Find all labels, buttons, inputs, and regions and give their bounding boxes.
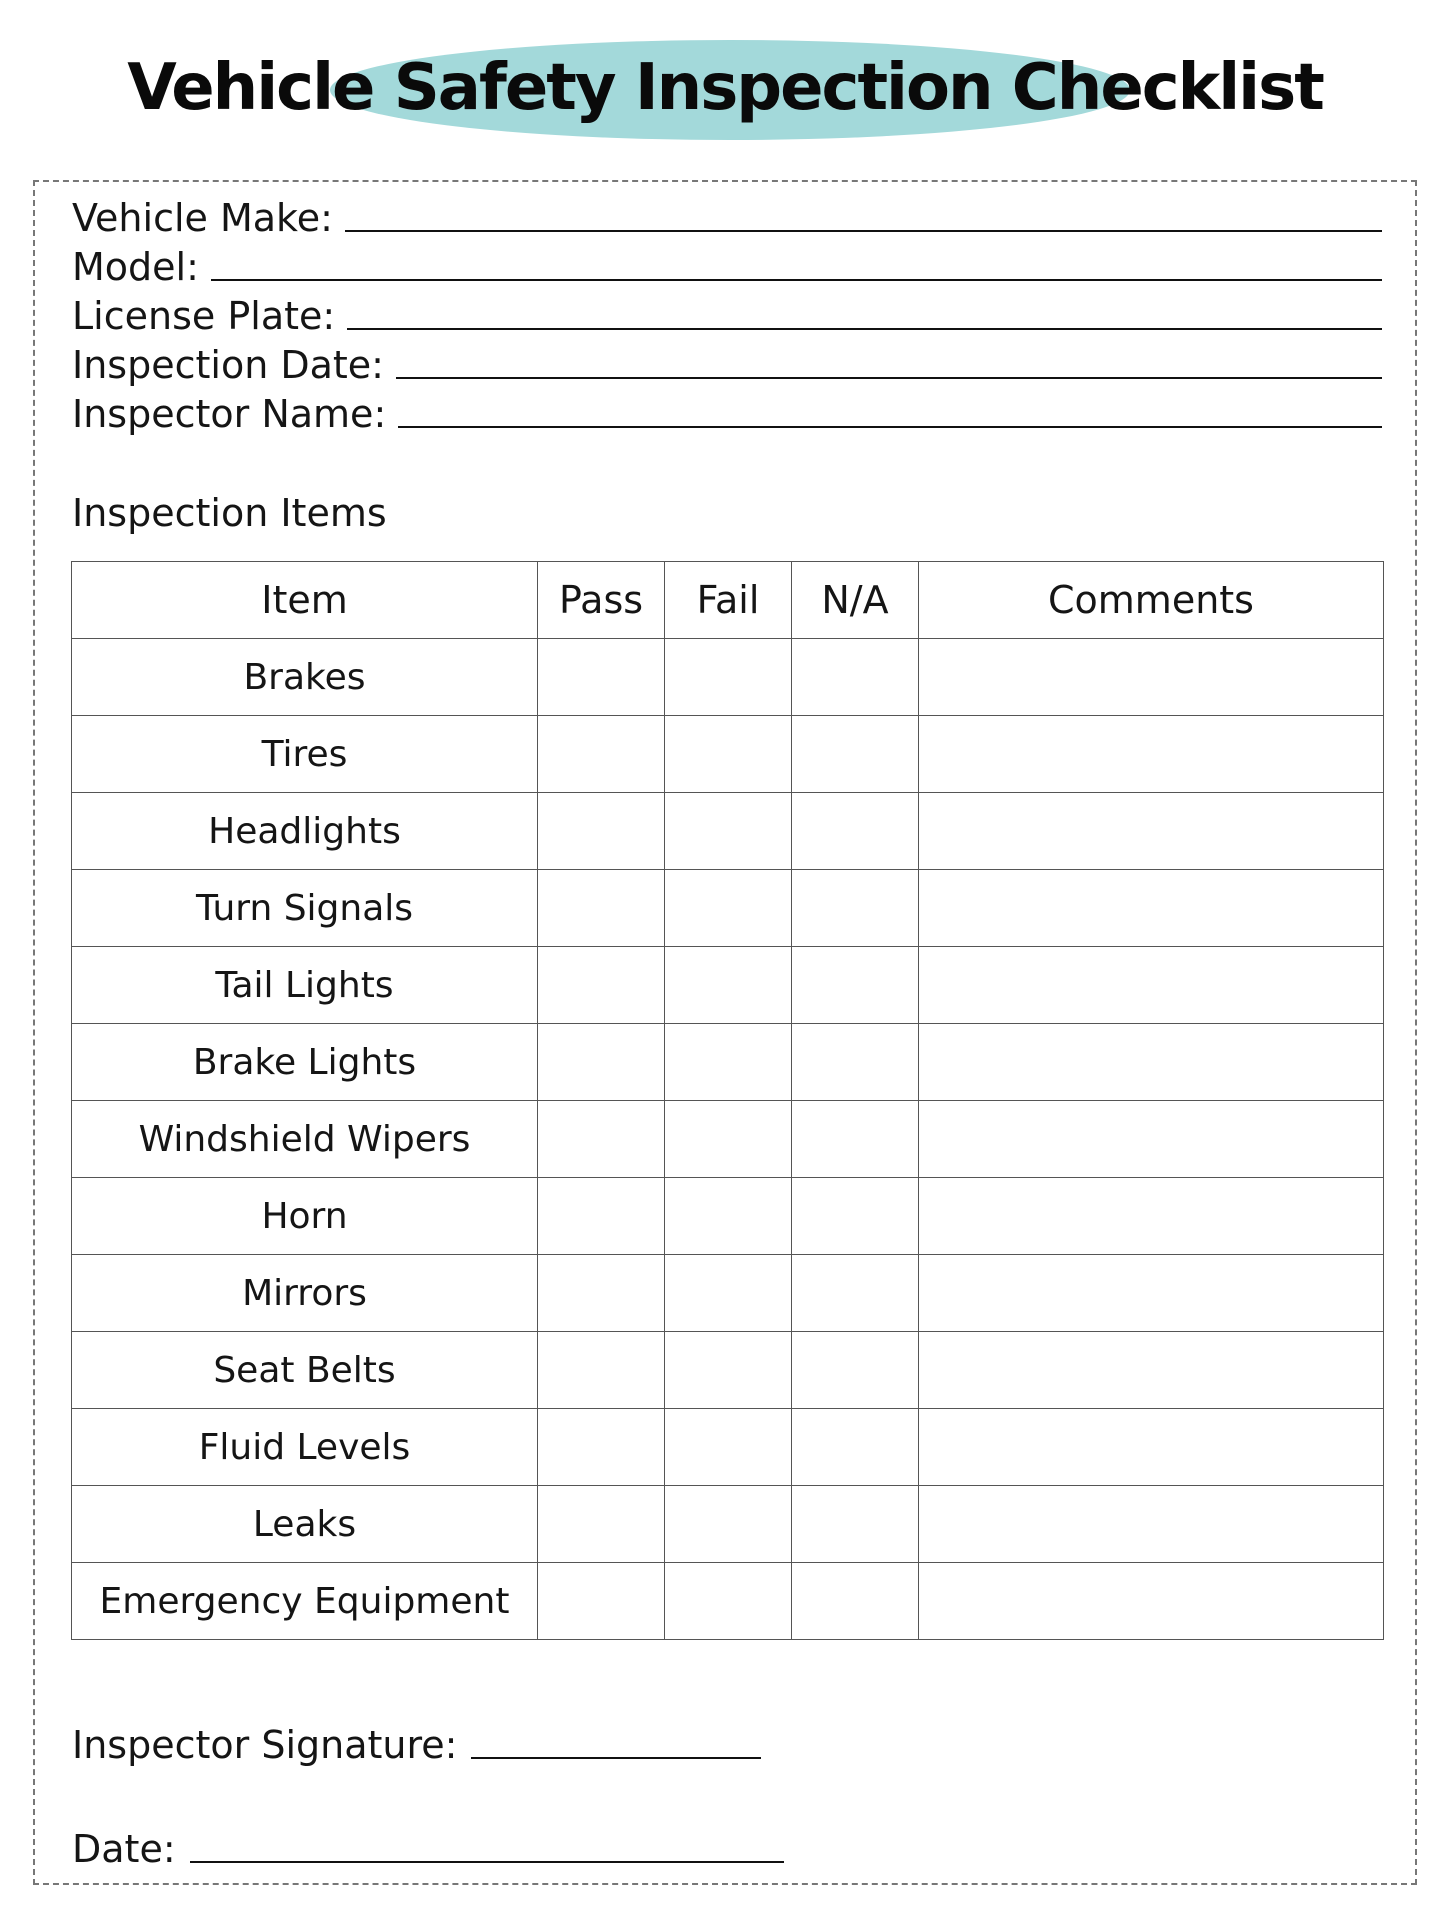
table-row (72, 1563, 1384, 1640)
na-check-cell[interactable] (792, 793, 919, 870)
column-header-item: Item (72, 562, 538, 639)
item-name-cell: Tires (72, 716, 538, 793)
na-check-cell[interactable] (792, 1024, 919, 1101)
inspection-date-field[interactable] (396, 377, 1382, 379)
signature-row (72, 1722, 761, 1768)
table-row (72, 1332, 1384, 1409)
pass-check-cell[interactable] (538, 1255, 665, 1332)
na-check-cell[interactable] (792, 870, 919, 947)
item-name-cell: Fluid Levels (72, 1409, 538, 1486)
comments-cell[interactable] (919, 1486, 1384, 1563)
pass-check-cell[interactable] (538, 1409, 665, 1486)
column-header-na: N/A (792, 562, 919, 639)
inspection-table-body (72, 639, 1384, 1640)
column-header-fail: Fail (665, 562, 792, 639)
comments-cell[interactable] (919, 639, 1384, 716)
na-check-cell[interactable] (792, 1101, 919, 1178)
table-row (72, 716, 1384, 793)
comments-cell[interactable] (919, 1332, 1384, 1409)
item-name-cell: Brake Lights (72, 1024, 538, 1101)
inspector-name-field[interactable] (398, 426, 1382, 428)
table-row (72, 639, 1384, 716)
fail-check-cell[interactable] (665, 1409, 792, 1486)
title-area (0, 30, 1450, 150)
table-row (72, 1178, 1384, 1255)
fail-check-cell[interactable] (665, 1101, 792, 1178)
na-check-cell[interactable] (792, 1332, 919, 1409)
inspection-table (71, 561, 1384, 1640)
na-check-cell[interactable] (792, 716, 919, 793)
comments-cell[interactable] (919, 1101, 1384, 1178)
license-plate-row (72, 290, 1382, 339)
page-title: Vehicle Safety Inspection Checklist (127, 51, 1323, 125)
date-field[interactable] (190, 1861, 784, 1863)
column-header-comments: Comments (919, 562, 1384, 639)
fail-check-cell[interactable] (665, 716, 792, 793)
item-name-cell: Seat Belts (72, 1332, 538, 1409)
vehicle-make-field[interactable] (345, 230, 1382, 232)
fail-check-cell[interactable] (665, 1255, 792, 1332)
vehicle-make-label: Vehicle Make: (72, 196, 333, 240)
inspection-items-heading: Inspection Items (72, 491, 387, 535)
fail-check-cell[interactable] (665, 793, 792, 870)
pass-check-cell[interactable] (538, 1024, 665, 1101)
license-plate-field[interactable] (347, 328, 1382, 330)
column-header-pass: Pass (538, 562, 665, 639)
model-row (72, 241, 1382, 290)
pass-check-cell[interactable] (538, 716, 665, 793)
pass-check-cell[interactable] (538, 947, 665, 1024)
comments-cell[interactable] (919, 793, 1384, 870)
item-name-cell: Windshield Wipers (72, 1101, 538, 1178)
comments-cell[interactable] (919, 1563, 1384, 1640)
date-row (72, 1826, 784, 1872)
fail-check-cell[interactable] (665, 1178, 792, 1255)
pass-check-cell[interactable] (538, 1332, 665, 1409)
item-name-cell: Mirrors (72, 1255, 538, 1332)
fail-check-cell[interactable] (665, 1332, 792, 1409)
comments-cell[interactable] (919, 870, 1384, 947)
pass-check-cell[interactable] (538, 870, 665, 947)
item-name-cell: Tail Lights (72, 947, 538, 1024)
pass-check-cell[interactable] (538, 793, 665, 870)
item-name-cell: Horn (72, 1178, 538, 1255)
table-row (72, 1024, 1384, 1101)
license-plate-label: License Plate: (72, 294, 336, 338)
na-check-cell[interactable] (792, 639, 919, 716)
item-name-cell: Emergency Equipment (72, 1563, 538, 1640)
table-row (72, 1486, 1384, 1563)
date-label: Date: (72, 1827, 176, 1871)
table-row (72, 1255, 1384, 1332)
pass-check-cell[interactable] (538, 639, 665, 716)
model-label: Model: (72, 245, 199, 289)
comments-cell[interactable] (919, 1178, 1384, 1255)
item-name-cell: Headlights (72, 793, 538, 870)
item-name-cell: Leaks (72, 1486, 538, 1563)
fail-check-cell[interactable] (665, 947, 792, 1024)
item-name-cell: Brakes (72, 639, 538, 716)
comments-cell[interactable] (919, 1409, 1384, 1486)
pass-check-cell[interactable] (538, 1563, 665, 1640)
table-row (72, 947, 1384, 1024)
table-row (72, 793, 1384, 870)
signature-label: Inspector Signature: (72, 1723, 458, 1767)
na-check-cell[interactable] (792, 1178, 919, 1255)
vehicle-info-section (72, 192, 1382, 437)
fail-check-cell[interactable] (665, 639, 792, 716)
fail-check-cell[interactable] (665, 1486, 792, 1563)
pass-check-cell[interactable] (538, 1486, 665, 1563)
signature-field[interactable] (471, 1757, 761, 1759)
inspection-date-label: Inspection Date: (72, 343, 384, 387)
comments-cell[interactable] (919, 716, 1384, 793)
comments-cell[interactable] (919, 1024, 1384, 1101)
na-check-cell[interactable] (792, 1255, 919, 1332)
model-field[interactable] (211, 279, 1382, 281)
inspector-name-label: Inspector Name: (72, 392, 387, 436)
na-check-cell[interactable] (792, 1486, 919, 1563)
table-header-row (72, 562, 1384, 639)
table-row (72, 870, 1384, 947)
na-check-cell[interactable] (792, 1563, 919, 1640)
inspection-date-row (72, 339, 1382, 388)
pass-check-cell[interactable] (538, 1101, 665, 1178)
pass-check-cell[interactable] (538, 1178, 665, 1255)
na-check-cell[interactable] (792, 947, 919, 1024)
fail-check-cell[interactable] (665, 870, 792, 947)
fail-check-cell[interactable] (665, 1563, 792, 1640)
na-check-cell[interactable] (792, 1409, 919, 1486)
item-name-cell: Turn Signals (72, 870, 538, 947)
comments-cell[interactable] (919, 1255, 1384, 1332)
comments-cell[interactable] (919, 947, 1384, 1024)
fail-check-cell[interactable] (665, 1024, 792, 1101)
table-row (72, 1101, 1384, 1178)
table-row (72, 1409, 1384, 1486)
inspection-table-wrap (71, 561, 1384, 1640)
vehicle-make-row (72, 192, 1382, 241)
inspector-name-row (72, 388, 1382, 437)
